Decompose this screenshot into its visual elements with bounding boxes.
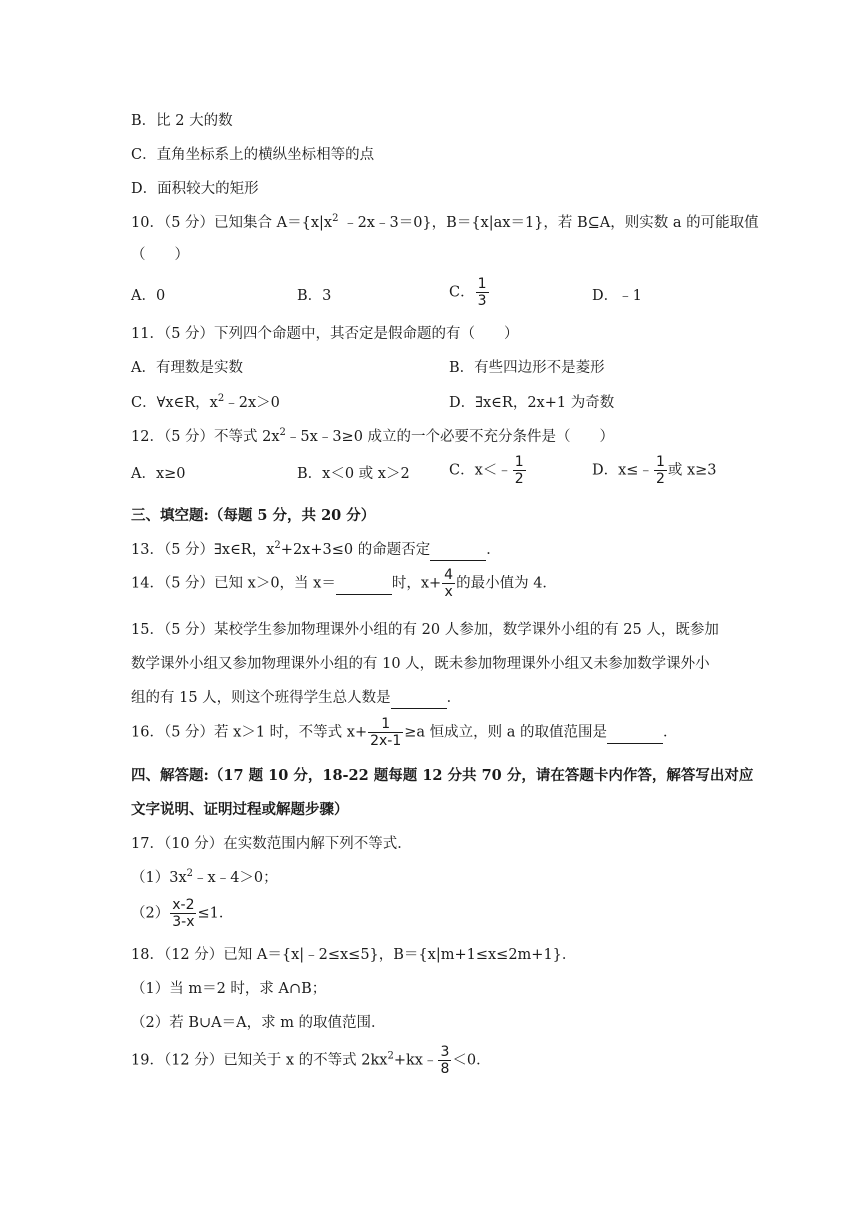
q10-stem: 10．（5 分）已知集合 $A=\{x|x^2$ ﹣2x﹣3＝0}，B＝{x|ax＝1}，若 B⊆A，则实数 a 的可能取值 [131, 213, 759, 231]
answer-blank [430, 540, 486, 561]
answer-blank [391, 688, 447, 709]
q11-option-b: B．有些四边形不是菱形 [449, 360, 605, 376]
q11-option-c: C．∀x∈R，$x^2﹣2x>0$ [131, 393, 280, 411]
q14: 14．（5 分）已知 x＞0，当 x＝ 时，x+ $\frac{4}{x}$ 的最小值为 4． [131, 567, 557, 600]
q10-option-b: B．3 [297, 288, 332, 304]
q16: 16．（5 分）若 x＞1 时，不等式 x+ $\frac{1}{2x-1}$ ≥a 恒成立，则 a 的取值范围是 ． [131, 716, 678, 749]
q18-part-1: （1）当 m＝2 时，求 A∩B； [131, 981, 327, 997]
q9-option-c: C．直角坐标系上的横纵坐标相等的点 [131, 147, 375, 163]
fraction: $\frac{4}{x}$ [444, 567, 454, 600]
fraction: $\frac{1}{2}$ [514, 454, 524, 487]
q15-line-3: 组的有 15 人，则这个班得学生总人数是 ． [131, 688, 461, 709]
q9-option-d: D．面积较大的矩形 [131, 181, 259, 197]
answer-blank [336, 574, 392, 595]
q9-option-b: B．比 2 大的数 [131, 113, 233, 129]
q17-stem: 17．（10 分）在实数范围内解下列不等式． [131, 836, 412, 852]
q12-option-c: C．x＜﹣ $\frac{1}{2}$ [449, 454, 524, 487]
fraction: $\frac{1}{2x-1}$ [370, 716, 402, 749]
q13: 13．（5 分）∃x∈R，$x^2+2x+3\le 0$ 的命题否定 ． [131, 540, 501, 561]
q11-option-d: D．∃x∈R，2x+1 为奇数 [449, 395, 615, 411]
q18-stem: 18．（12 分）已知 A＝{x|﹣2≤x≤5}，B＝{x|m+1≤x≤2m+1}． [131, 947, 577, 963]
q15-line-2: 数学课外小组又参加物理课外小组的有 10 人，既未参加物理课外小组又未参加数学课外小 [131, 656, 710, 672]
q12-option-b: B．x＜0 或 x＞2 [297, 466, 410, 482]
q18-part-2: （2）若 B∪A＝A，求 m 的取值范围． [131, 1015, 386, 1031]
q12-option-d: D．x≤﹣ $\frac{1}{2}$ 或 x≥3 [592, 454, 717, 487]
q11-option-a: A．有理数是实数 [131, 360, 243, 376]
q17-part-2: （2） $\frac{x-2}{3-x}$ ≤1． [131, 897, 234, 930]
section-4-heading-line-2: 文字说明、证明过程或解题步骤） [131, 801, 349, 818]
q19-stem: 19．（12 分）已知关于 x 的不等式 $2kx^2+kx﹣$ $\frac{3}{8}$ ＜0． [131, 1044, 491, 1077]
answer-blank [607, 723, 663, 744]
section-4-heading-line-1: 四、解答题:（17 题 10 分，18-22 题每题 12 分共 70 分，请在答题卡内作答，解答写出对应 [131, 767, 754, 784]
q11-stem: 11．（5 分）下列四个命题中，其否定是假命题的有（ ） [131, 326, 519, 342]
q12-stem: 12．（5 分）不等式 $2x^2﹣5x﹣3\ge 0$ 成立的一个必要不充分条件是（ ） [131, 427, 615, 445]
q15-line-1: 15．（5 分）某校学生参加物理课外小组的有 20 人参加，数学课外小组的有 25 人，既参加 [131, 622, 719, 638]
q17-part-1: $(1)3x^2﹣x﹣4>0$； [131, 868, 278, 886]
q10-option-d: D．﹣1 [592, 288, 642, 304]
fraction: $\frac{x-2}{3-x}$ [172, 897, 195, 930]
section-3-heading: 三、填空题:（每题 5 分，共 20 分） [131, 507, 376, 524]
q10-option-c: C． $\frac{1}{3}$ [449, 276, 487, 309]
fraction: $\frac{1}{2}$ [655, 454, 665, 487]
fraction: $\frac{3}{8}$ [440, 1044, 450, 1077]
q10-paren: （ ） [131, 247, 189, 263]
q10-option-a: A．0 [131, 288, 166, 304]
fraction: $\frac{1}{3}$ [477, 276, 487, 309]
q12-option-a: A．x≥0 [131, 466, 186, 482]
